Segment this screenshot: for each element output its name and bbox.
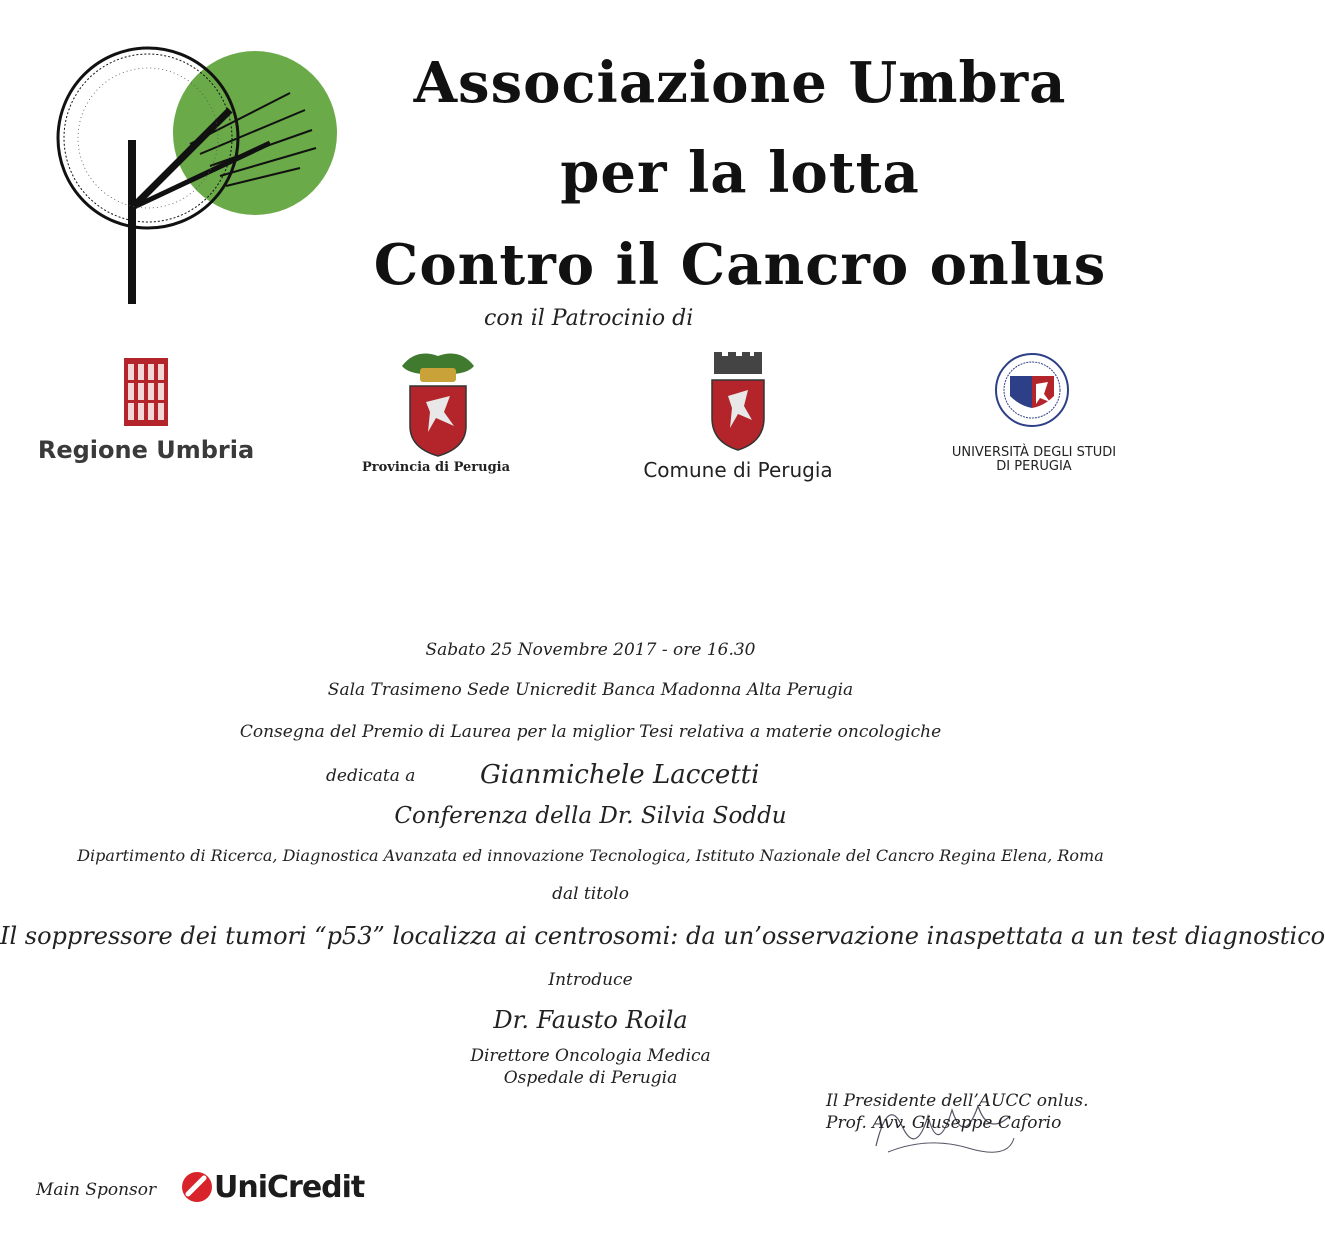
- title-line-3: Contro il Cancro onlus: [373, 232, 1107, 298]
- introduce-label: Introduce: [548, 970, 633, 990]
- university-seal: [994, 352, 1070, 428]
- president-title: Il Presidente dell’AUCC onlus.: [826, 1091, 1089, 1111]
- dedicated-name: Gianmichele Laccetti: [480, 760, 760, 790]
- comune-label: Comune di Perugia: [643, 458, 833, 482]
- conference-speaker: Conferenza della Dr. Silvia Soddu: [394, 803, 787, 829]
- president-name: Prof. Avv. Giuseppe Caforio: [826, 1113, 1062, 1133]
- introducer-name: Dr. Fausto Roila: [493, 1006, 688, 1034]
- university-label: [944, 446, 1124, 474]
- unicredit-logo-icon: [180, 1170, 214, 1204]
- event-venue: Sala Trasimeno Sede Unicredit Banca Madonna Alta Perugia: [327, 680, 854, 700]
- main-sponsor-label: Main Sponsor: [36, 1180, 157, 1200]
- introducer-role-2: Ospedale di Perugia: [503, 1068, 678, 1088]
- unicredit-wordmark: UniCredit: [214, 1170, 365, 1205]
- event-award: Consegna del Premio di Laurea per la miglior Tesi relativa a materie oncologiche: [239, 722, 942, 742]
- title-label: dal titolo: [552, 884, 629, 904]
- comune-crest: [708, 352, 768, 452]
- regione-umbria-logo: [124, 358, 168, 426]
- patronage-label: con il Patrocinio di: [484, 306, 694, 331]
- university-label-line2: DI PERUGIA: [996, 459, 1072, 474]
- regione-umbria-label: Regione Umbria: [37, 436, 255, 464]
- provincia-label: Provincia di Perugia: [361, 460, 511, 475]
- title-line-2: per la lotta: [560, 140, 920, 206]
- title-line-1: Associazione Umbra: [413, 50, 1067, 116]
- association-logo: [50, 48, 350, 310]
- speaker-department: Dipartimento di Ricerca, Diagnostica Avanzata ed innovazione Tecnologica, Istituto Nazionale del Cancro Regina Elena, Roma: [77, 846, 1104, 865]
- dedicated-label: dedicata a: [326, 766, 416, 786]
- university-label-line1: UNIVERSITÀ DEGLI STUDI: [951, 445, 1117, 460]
- president-signature-block: [826, 1090, 1088, 1134]
- event-date: Sabato 25 Novembre 2017 - ore 16.30: [425, 640, 756, 660]
- introducer-role-1: Direttore Oncologia Medica: [470, 1046, 711, 1066]
- provincia-crest: [396, 346, 480, 458]
- talk-title: Il soppressore dei tumori “p53” localizza ai centrosomi: da un’osservazione inaspettata a un test diagnostico: [0, 922, 1325, 950]
